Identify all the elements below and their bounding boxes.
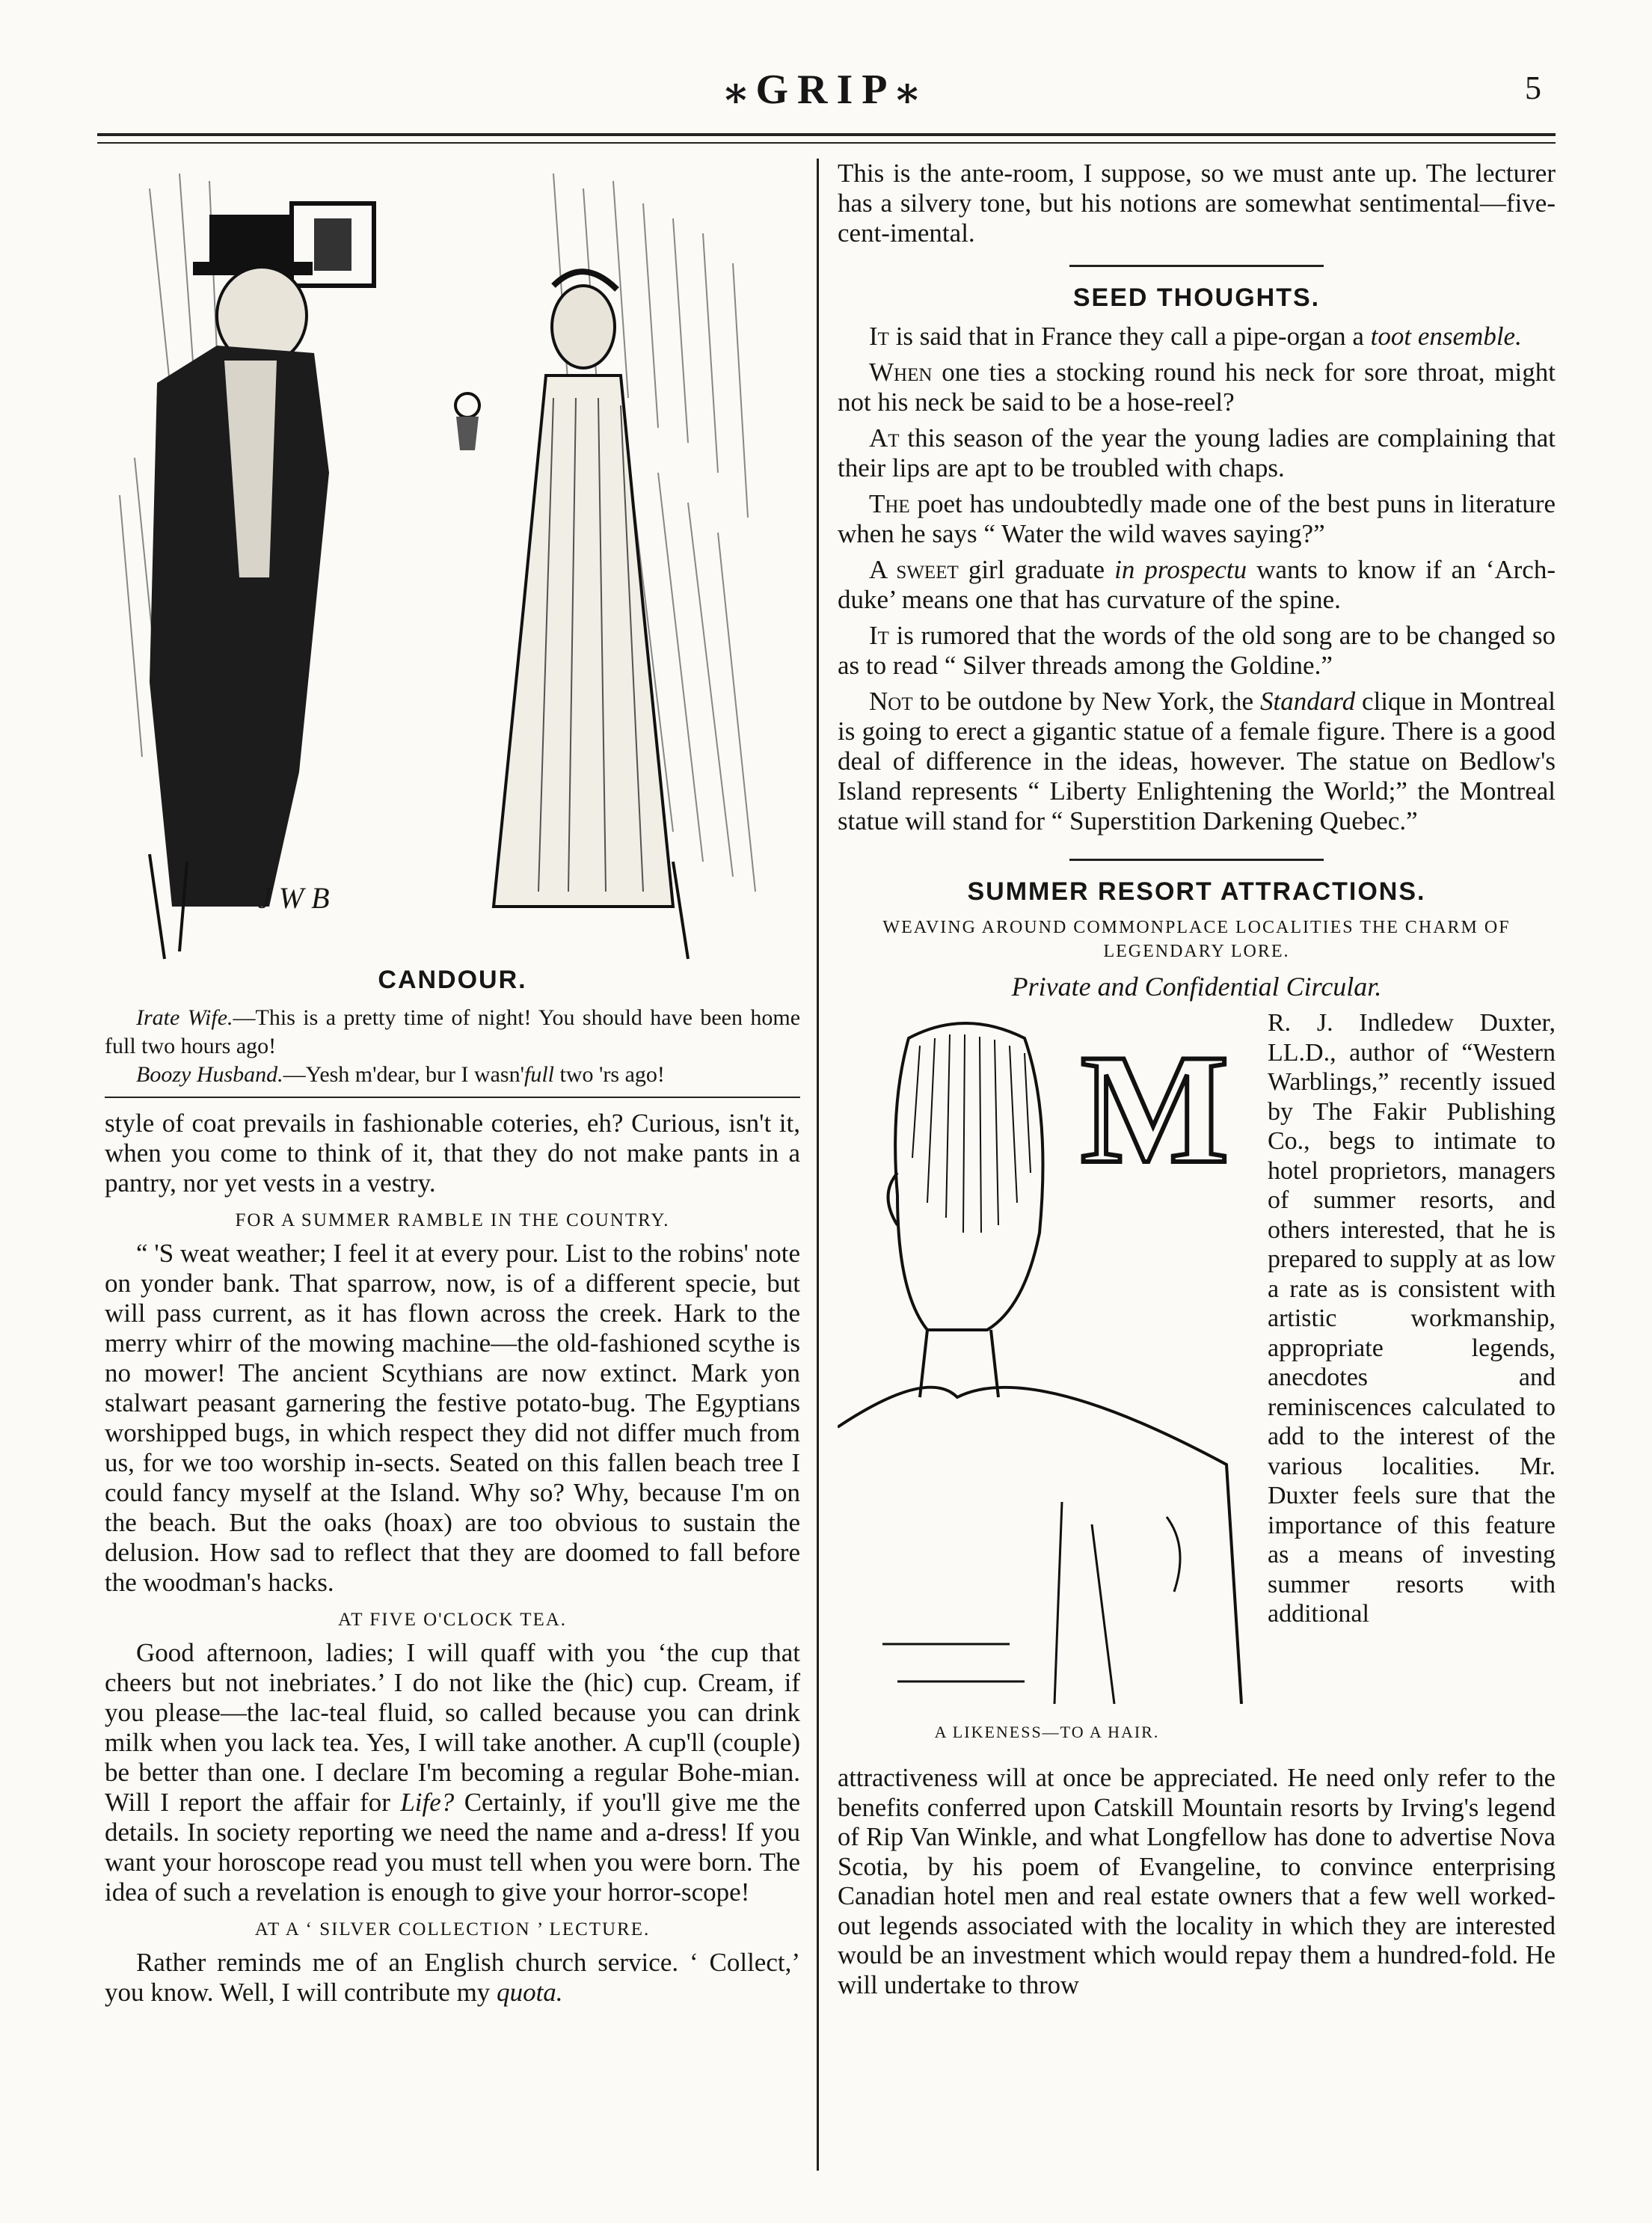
- subheading-summer-resort: WEAVING AROUND COMMONPLACE LOCALITIES THE CHARM OF LEGENDARY LORE.: [882, 918, 1511, 961]
- caption-line-wife: [105, 1004, 800, 1061]
- seed-thought-item: [838, 621, 1556, 681]
- likeness-illustration: [838, 1008, 1256, 1704]
- page-title: ⁎GRIP⁎: [725, 67, 927, 113]
- cartoon-caption: [105, 1004, 800, 1089]
- resort-text-beside-illustration: [1268, 1008, 1556, 1629]
- seed-thought-emphasis: Standard: [1260, 687, 1356, 716]
- caption-text-wife: —This is a pretty time of night! You should have been home full two hours ago!: [105, 1005, 801, 1058]
- paragraph-ramble: “ 'S weat weather; I feel it at every pour. List to the robins' note on yonder bank. That sparrow, now, is of a different specie, but will pass current, as it has flown across the creek. Hark to the merry whirr of the mowing machine—the old-fashioned scythe is no mower! The ancient Scythians are now extinct. Mark yon stalwart peasant garnering the festive potato-bug. The Egyptians worshipped bugs, in which respect they did not differ much from us, for we too worship in-sects. Seated on this fallen beach tree I could fancy myself at the Island. Why so? Why, because I'm on the beach. But the oaks (hoax) are too obvious to sustain the delusion. How sad to reflect that they are doomed to fall before the woodman's hacks.: [105, 1239, 800, 1597]
- heading-silver-collection: AT A ‘ SILVER COLLECTION ’ LECTURE.: [254, 1919, 651, 1940]
- heading-summer-ramble: FOR A SUMMER RAMBLE IN THE COUNTRY.: [235, 1210, 670, 1230]
- paragraph-tea-emph: Life?: [400, 1788, 455, 1817]
- header-rule-top: [97, 133, 1556, 136]
- likeness-initial-m: M: [1081, 1022, 1229, 1196]
- seed-thought-lead: At: [869, 423, 900, 453]
- column-divider: [817, 159, 819, 2171]
- header-rule-bottom: [97, 142, 1556, 144]
- seed-thought-text: to be outdone by New York, the: [912, 687, 1261, 716]
- seed-thought-lead: When: [869, 358, 933, 387]
- likeness-caption: A LIKENESS—TO A HAIR.: [934, 1723, 1160, 1741]
- seed-thought-item: [838, 322, 1556, 352]
- paragraph-intro: style of coat prevails in fashionable coteries, eh? Curious, isn't it, when you come to think of it, that they do not make pants in a pantry, nor yet vests in a vestry.: [105, 1109, 800, 1198]
- seed-thought-text: is rumored that the words of the old song are to be changed so as to read “ Silver threads among the Goldine.”: [838, 621, 1556, 680]
- caption-line-husband: [105, 1061, 800, 1089]
- seed-thought-item: [838, 687, 1556, 836]
- cartoon-signature: J W B: [258, 881, 330, 915]
- resort-text-continued: [838, 1764, 1556, 2000]
- seed-thought-text-continued: wants to know if an ‘Arch-duke’ means one that has curvature of the spine.: [838, 555, 1556, 614]
- paragraph-tea-a: Good afternoon, ladies; I will quaff with you ‘the cup that cheers but not inebriates.’ I do not like the (hic) cup. Cream, if you please—the lac-teal fluid, so called because you can drink milk when you lack tea. Yes, I will take another. A cup'll (couple) be better than one. I declare I'm becoming a regular Bohe-mian. Will I report the affair for: [105, 1638, 800, 1817]
- caption-rule: [105, 1097, 800, 1098]
- caption-text-husband-a: —Yesh m'dear, bur I wasn': [283, 1062, 525, 1087]
- seed-thought-text: girl graduate: [958, 555, 1115, 584]
- cartoon-title: CANDOUR.: [378, 966, 527, 994]
- paragraph-tea-b: Certainly, if you'll give me the details. In society reporting we need the name and a-dress! If you want your horoscope read you must tell when you were born. The idea of such a revelation is enough to give your horror-scope!: [105, 1788, 800, 1907]
- paragraph-anteroom: This is the ante-room, I suppose, so we must ante up. The lecturer has a silvery tone, but his notions are somewhat sentimental—five-cent-imental.: [838, 159, 1556, 248]
- caption-speaker-husband: Boozy Husband.: [136, 1062, 283, 1087]
- seed-thought-lead: Not: [869, 687, 913, 716]
- circular-title: Private and Confidential Circular.: [1011, 972, 1382, 1002]
- section-rule: [1069, 859, 1324, 861]
- paragraph-tea: [105, 1638, 800, 1907]
- heading-summer-resort: SUMMER RESORT ATTRACTIONS.: [967, 877, 1426, 906]
- seed-thought-text: is said that in France they call a pipe-organ a: [888, 322, 1371, 351]
- seed-thought-lead: A sweet: [869, 555, 959, 584]
- heading-seed-thoughts: SEED THOUGHTS.: [1072, 283, 1321, 312]
- caption-emph-full: full: [524, 1062, 555, 1087]
- candour-cartoon-illustration: [105, 159, 800, 963]
- caption-speaker-wife: Irate Wife.: [136, 1005, 233, 1030]
- paragraph-lecture: [105, 1948, 800, 2008]
- left-column: [105, 159, 800, 2014]
- seed-thought-item: [838, 489, 1556, 549]
- seed-thoughts-list: [838, 322, 1556, 836]
- seed-thought-text: poet has undoubtedly made one of the best puns in literature when he says “ Water the wild waves saying?”: [838, 489, 1556, 548]
- right-column: [838, 159, 1556, 2000]
- seed-thought-text: this season of the year the young ladies are complaining that their lips are apt to be troubled with chaps.: [838, 423, 1556, 482]
- resort-article-block: [838, 1008, 1556, 1764]
- seed-thought-emphasis: in prospectu: [1114, 555, 1247, 584]
- page-number: 5: [1525, 70, 1541, 106]
- caption-text-husband-b: two 'rs ago!: [554, 1062, 665, 1087]
- seed-thought-lead: The: [869, 489, 910, 518]
- seed-thought-lead: It: [869, 322, 889, 351]
- seed-thought-item: [838, 358, 1556, 417]
- paragraph-resort-beside: R. J. Indledew Duxter, LL.D., author of “Western Warblings,” recently issued by The Fakir Publishing Co., begs to intimate to hotel proprietors, managers of summer resorts, and others interested, that he is prepared to supply at as low a rate as is consistent with artistic workmanship, appropriate legends, anecdotes and reminiscences calculated to add to the interest of the various localities. Mr. Duxter feels sure that the importance of this feature as a means of investing summer resorts with additional: [1268, 1009, 1556, 1628]
- heading-five-oclock-tea: AT FIVE O'CLOCK TEA.: [337, 1610, 568, 1630]
- paragraph-lecture-a: Rather reminds me of an English church service. ‘ Collect,’ you know. Well, I will contribute my: [105, 1948, 800, 2007]
- seed-thought-lead: It: [869, 621, 889, 650]
- paragraph-resort-continue: attractiveness will at once be appreciated. He need only refer to the benefits conferred upon Catskill Mountain resorts by Irving's legend of Rip Van Winkle, and what Longfellow has done to advertise Nova Scotia, by his poem of Evangeline, to convince enterprising Canadian hotel men and real estate owners that a few well worked-out legends associated with the locality in which they are interested would be an investment which would repay them a hundred-fold. He will undertake to throw: [838, 1764, 1556, 1999]
- paragraph-lecture-emph: quota.: [497, 1978, 563, 2007]
- seed-thought-emphasis: toot ensemble.: [1370, 322, 1522, 351]
- seed-thought-item: [838, 423, 1556, 483]
- seed-thought-item: [838, 555, 1556, 615]
- section-rule: [1069, 265, 1324, 267]
- seed-thought-text-continued: clique in Montreal is going to erect a gigantic statue of a female figure. There is a good deal of difference in the ideas, however. The statue on Bedlow's Island represents “ Liberty Enlightening the World;” the Montreal statue will stand for “ Superstition Darkening Quebec.”: [838, 687, 1556, 835]
- seed-thought-text: one ties a stocking round his neck for sore throat, might not his neck be said to be a hose-reel?: [838, 358, 1556, 417]
